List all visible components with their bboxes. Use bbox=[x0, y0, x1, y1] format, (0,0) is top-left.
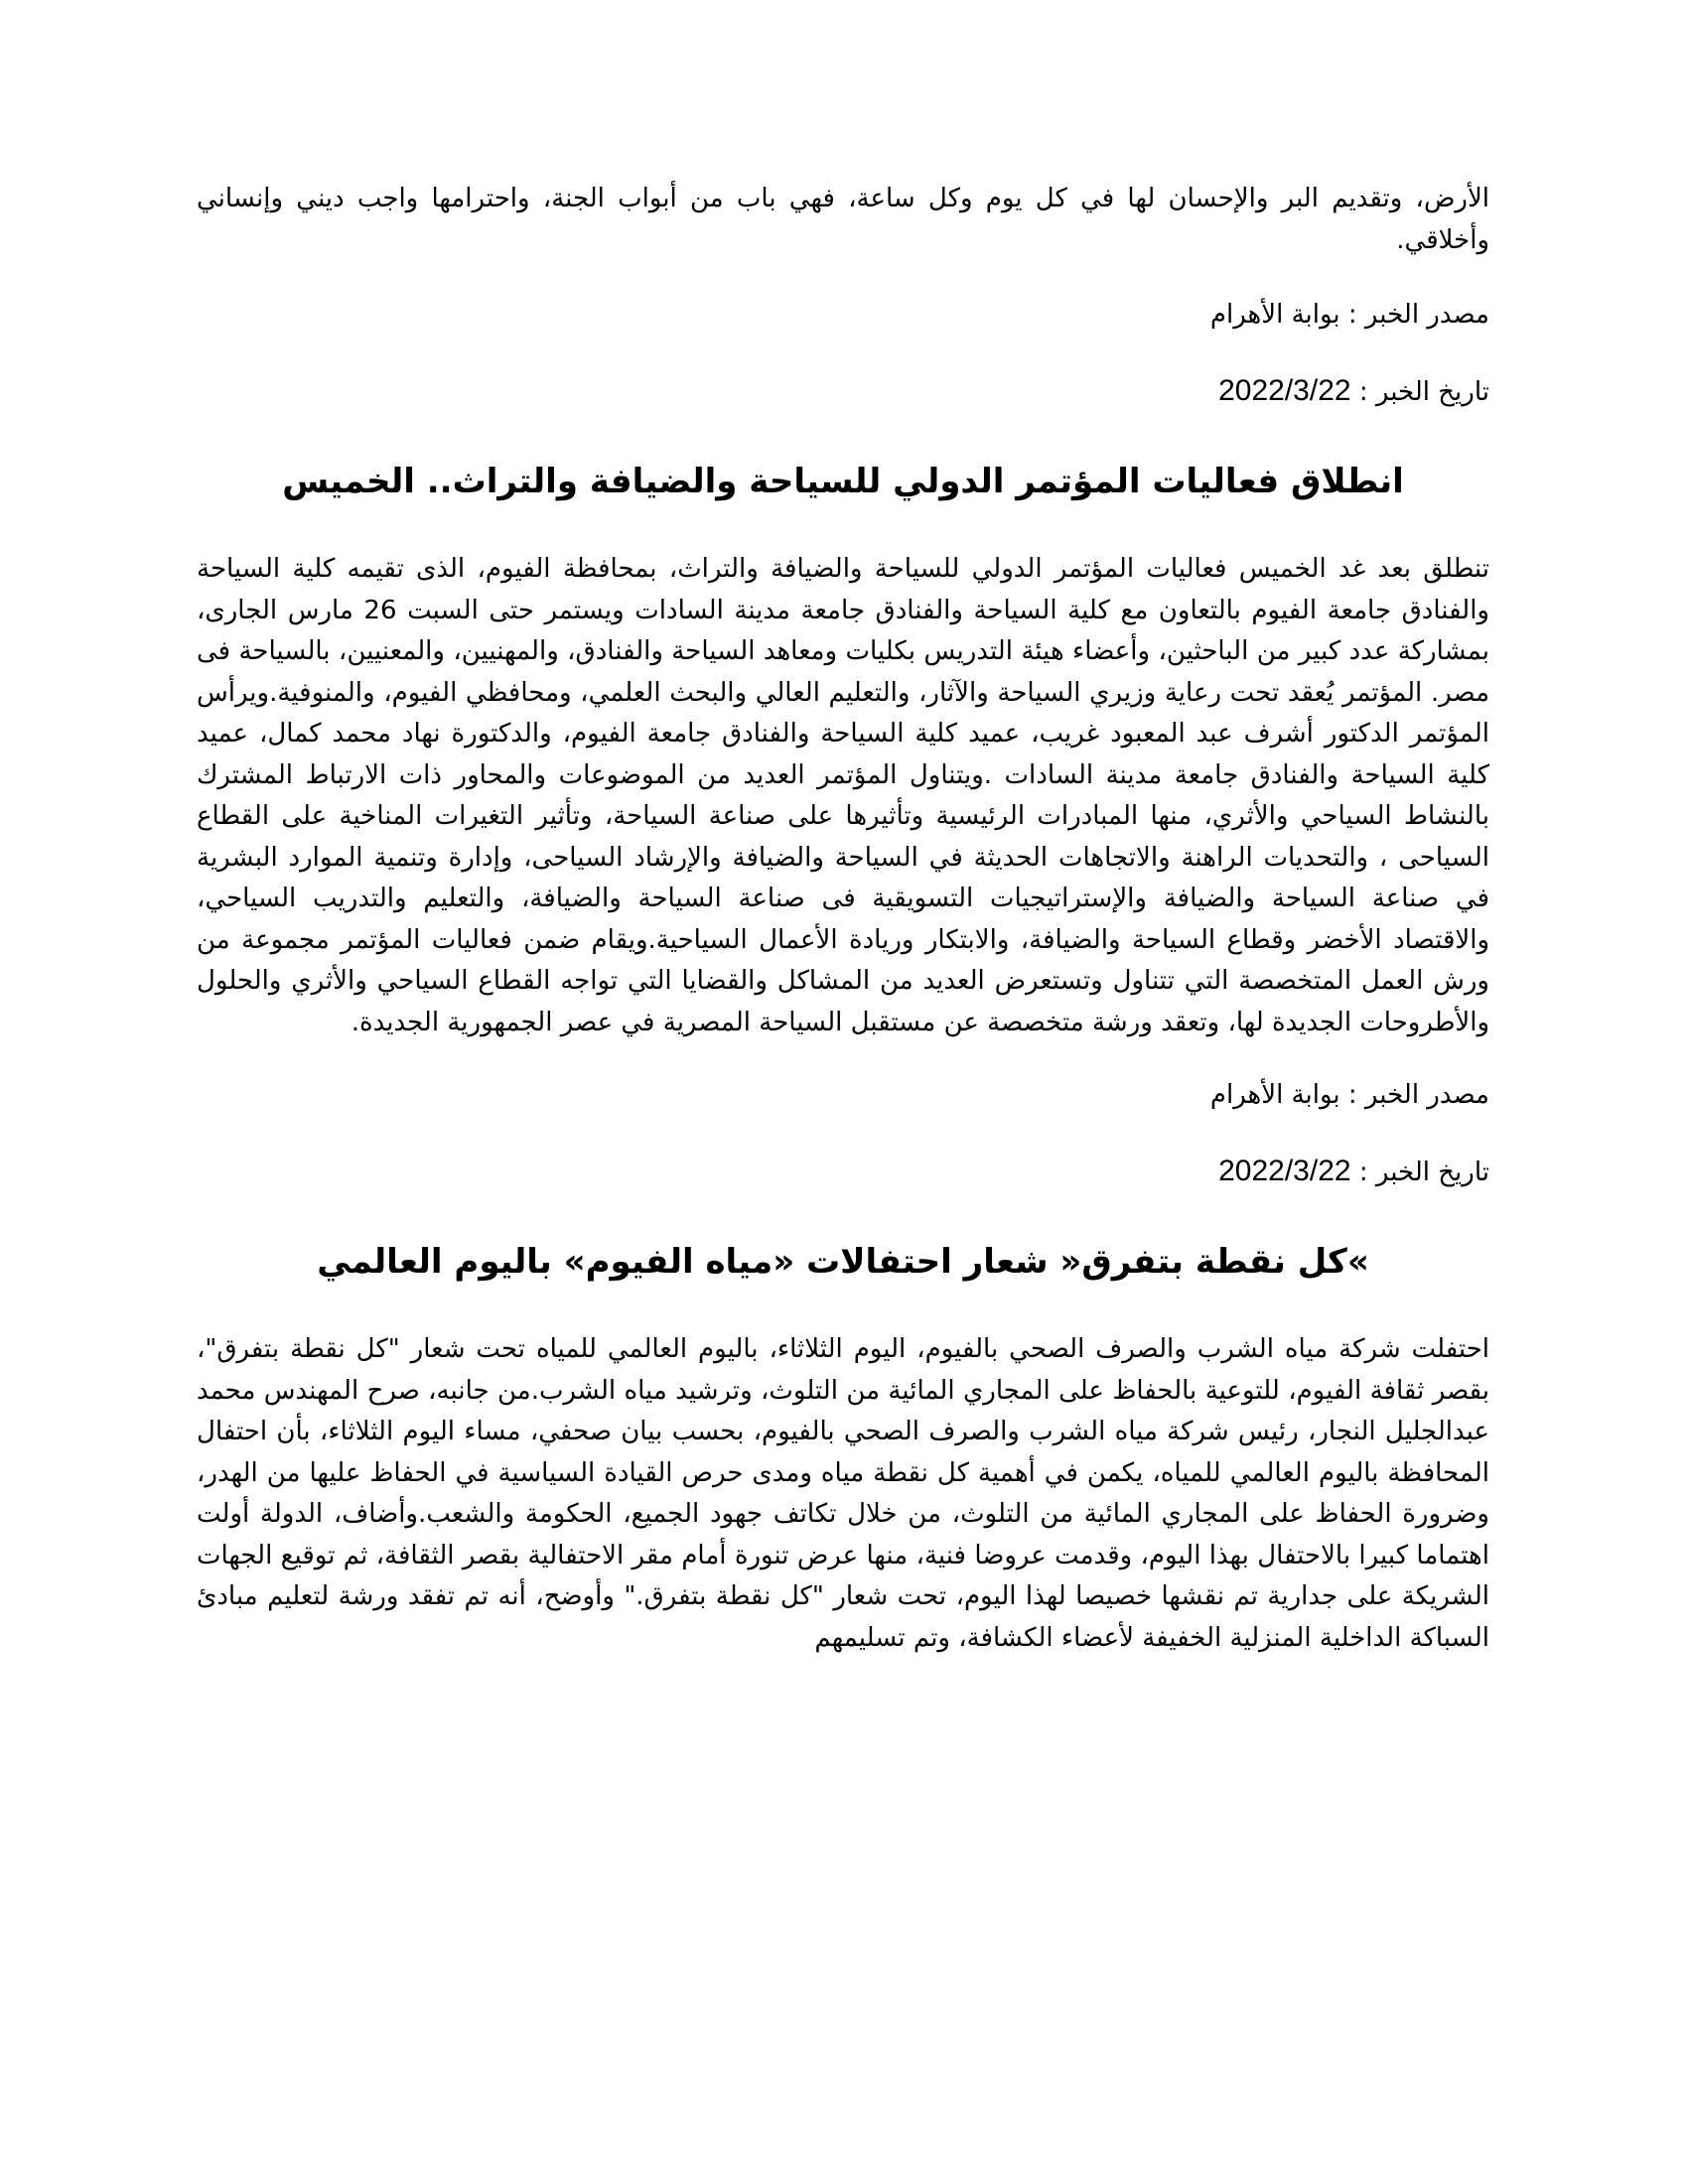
news-date-label: تاريخ الخبر : bbox=[1350, 377, 1489, 407]
article-body: احتفلت شركة مياه الشرب والصرف الصحي بالفيوم، اليوم الثلاثاء، باليوم العالمي للمياه تحت شعار "كل نقطة بتفرق"، بقصر ثقافة الفيوم، للتوعية بالحفاظ على المجاري المائية من التلوث، وترشيد مياه الشرب.من جانبه، صرح المهندس محمد عبدالجليل النجار، رئيس شركة مياه الشرب والصرف الصحي بالفيوم، بحسب بيان صحفي، مساء اليوم الثلاثاء، بأن احتفال المحافظة باليوم العالمي للمياه، يكمن في أهمية كل نقطة مياه ومدى حرص القيادة السياسية في الحفاظ عليها من الهدر، وضرورة الحفاظ على المجاري المائية من التلوث، من خلال تكاتف جهود الجميع، الحكومة والشعب.وأضاف، الدولة أولت اهتماما كبيرا بالاحتفال بهذا اليوم، وقدمت عروضا فنية، منها عرض تنورة أمام مقر الاحتفالية بقصر الثقافة، ثم توقيع الجهات الشريكة على جدارية تم نقشها خصيصا لهذا اليوم، تحت شعار "كل نقطة بتفرق." وأوضح، أنه تم تفقد ورشة لتعليم مبادئ السباكة الداخلية المنزلية الخفيفة لأعضاء الكشافة، وتم تسليمهم bbox=[197, 1334, 1489, 1653]
news-source: مصدر الخبر : بوابة الأهرام bbox=[1209, 1080, 1489, 1110]
document-page bbox=[197, 179, 1489, 1659]
news-source: مصدر الخبر : بوابة الأهرام bbox=[1209, 300, 1489, 330]
news-date-value: 2022/3/22 bbox=[1218, 1155, 1351, 1187]
news-date bbox=[197, 371, 1489, 412]
news-date bbox=[197, 1152, 1489, 1192]
news-date-label: تاريخ الخبر : bbox=[1350, 1158, 1489, 1187]
news-date-value: 2022/3/22 bbox=[1218, 374, 1351, 407]
article-headline: انطلاق فعاليات المؤتمر الدولي للسياحة والضيافة والتراث.. الخميس bbox=[282, 462, 1404, 501]
article-body: تنطلق بعد غد الخميس فعاليات المؤتمر الدولي للسياحة والضيافة والتراث، بمحافظة الفيوم، الذى تقيمه كلية السياحة والفنادق جامعة الفيوم بالتعاون مع كلية السياحة والفنادق جامعة مدينة السادات ويستمر حتى السبت 26 مارس الجارى، بمشاركة عدد كبير من الباحثين، وأعضاء هيئة التدريس بكليات ومعاهد السياحة والفنادق، والمهنيين، والمعنيين، بالسياحة فى مصر. المؤتمر يُعقد تحت رعاية وزيري السياحة والآثار، والتعليم العالي والبحث العلمي، ومحافظي الفيوم، والمنوفية.ويرأس المؤتمر الدكتور أشرف عبد المعبود غريب، عميد كلية السياحة والفنادق جامعة الفيوم، والدكتورة نهاد محمد كمال، عميد كلية السياحة والفنادق جامعة مدينة السادات .ويتناول المؤتمر العديد من الموضوعات والمحاور ذات الارتباط المشترك بالنشاط السياحي والأثري، منها المبادرات الرئيسية وتأثيرها على صناعة السياحة، وتأثير التغيرات المناخية على القطاع السياحى ، والتحديات الراهنة والاتجاهات الحديثة في السياحة والضيافة والإرشاد السياحى، وإدارة وتنمية الموارد البشرية في صناعة السياحة والضيافة والإستراتيجيات التسويقية فى صناعة السياحة والضيافة، والتعليم والتدريب السياحي، والاقتصاد الأخضر وقطاع السياحة والضيافة، والابتكار وريادة الأعمال السياحية.ويقام ضمن فعاليات المؤتمر مجموعة من ورش العمل المتخصصة التي تتناول وتستعرض العديد من المشاكل والقضايا التي تواجه القطاع السياحي والأثري والحلول والأطروحات الجديدة لها، وتعقد ورشة متخصصة عن مستقبل السياحة المصرية في عصر الجمهورية الجديدة. bbox=[197, 554, 1489, 1037]
intro-paragraph: الأرض، وتقديم البر والإحسان لها في كل يوم وكل ساعة، فهي باب من أبواب الجنة، واحترامها واجب ديني وإنساني وأخلاقي. bbox=[197, 184, 1489, 255]
article-headline: »كل نقطة بتفرق« شعار احتفالات «مياه الفيوم» باليوم العالمي bbox=[317, 1242, 1369, 1282]
